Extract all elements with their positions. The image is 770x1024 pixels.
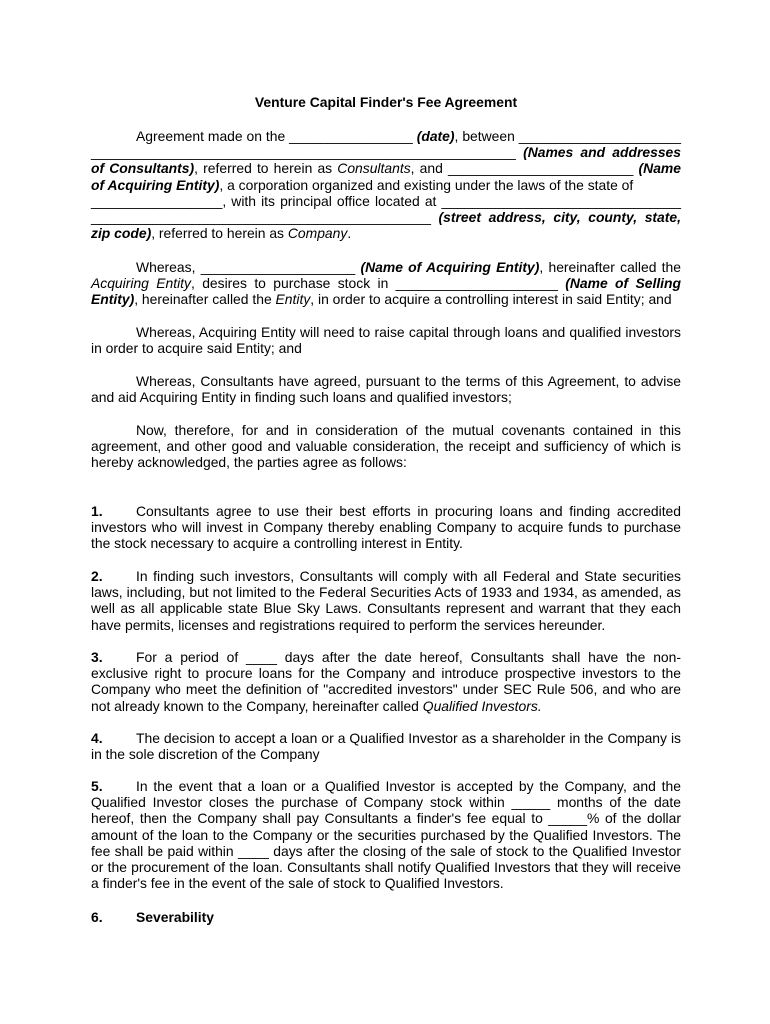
- text-line: 3. For a period of ____ days after the date hereof, Consultants shall have the non-: [91, 649, 681, 665]
- whereas-paragraph-1: [91, 259, 681, 308]
- now-therefore-paragraph: [91, 422, 681, 471]
- section-5: [91, 778, 681, 891]
- text-line: of Consultants), referred to herein as Consultants, and ________________________ (Name: [91, 160, 681, 177]
- section-4: [91, 730, 681, 762]
- text-line: hereby acknowledged, the parties agree as follows:: [91, 454, 407, 471]
- document-title: Venture Capital Finder's Fee Agreement: [254, 94, 518, 110]
- text-line: 2. In finding such investors, Consultants will comply with all Federal and State securities: [91, 568, 681, 584]
- section-number: 1.: [91, 503, 103, 519]
- text-line: a finder's fee in the event of the sale of stock to Qualified Investors.: [91, 875, 504, 892]
- whereas-paragraph-2: [91, 324, 681, 356]
- section-1: [91, 503, 681, 552]
- text-line: Qualified Investor closes the purchase of Company stock within _____ months of the date: [91, 794, 681, 811]
- section-3: [91, 649, 681, 714]
- text-line: in the sole discretion of the Company: [91, 746, 320, 763]
- section-number: 5.: [91, 778, 103, 794]
- text-line: Acquiring Entity, desires to purchase stock in _____________________ (Name of Selling: [91, 275, 682, 292]
- whereas-paragraph-3: [91, 373, 681, 405]
- intro-paragraph: [91, 128, 681, 241]
- text-line: agreement, and other good and valuable consideration, the receipt and sufficiency of which is: [91, 438, 681, 455]
- text-line: exclusive right to procure loans for the Company and introduce prospective investors to the: [91, 665, 681, 682]
- text-line: ____________________________________________ (street address, city, county, state,: [91, 208, 681, 225]
- section-number: 4.: [91, 730, 103, 746]
- section-number: 6.: [91, 909, 103, 925]
- section-heading: Severability: [136, 909, 214, 925]
- text-line: Now, therefore, for and in consideration of the mutual covenants contained in this: [136, 422, 681, 438]
- text-line: and aid Acquiring Entity in finding such loans and qualified investors;: [91, 389, 512, 406]
- text-line: _________________, with its principal office located at _______________________________: [91, 192, 681, 209]
- text-line: Whereas, ____________________ (Name of Acquiring Entity), hereinafter called the: [136, 259, 681, 275]
- text-line: the stock necessary to acquire a controlling interest in Entity.: [91, 535, 463, 552]
- text-line: 1. Consultants agree to use their best efforts in procuring loans and finding accredited: [91, 503, 681, 519]
- text-line: in order to acquire said Entity; and: [91, 340, 302, 357]
- text-line: zip code), referred to herein as Company.: [91, 225, 352, 242]
- section-number: 2.: [91, 568, 103, 584]
- text-line: laws, including, but not limited to the Federal Securities Acts of 1933 and 1934, as amended, as: [91, 584, 681, 601]
- text-line: Company who meet the definition of "accredited investors" under SEC Rule 506, and who are: [91, 681, 681, 698]
- text-line: not already known to the Company, hereinafter called Qualified Investors.: [91, 697, 542, 714]
- text-line: amount of the loan to the Company or the securities purchased by the Qualified Investors. The: [91, 826, 681, 843]
- section-2: [91, 568, 681, 633]
- text-line: well as all applicable state Blue Sky Laws. Consultants represent and warrant that they each: [91, 600, 681, 617]
- text-line: Agreement made on the ________________ (date), between _____________________: [136, 128, 681, 144]
- section-number: 3.: [91, 649, 103, 665]
- text-line: Entity), hereinafter called the Entity, in order to acquire a controlling interest in said Entity; and: [91, 291, 672, 308]
- text-line: Whereas, Consultants have agreed, pursuant to the terms of this Agreement, to advise: [136, 373, 681, 389]
- text-line: investors who will invest in Company thereby enabling Company to acquire funds to purchase: [91, 519, 681, 536]
- text-line: Whereas, Acquiring Entity will need to raise capital through loans and qualified investors: [136, 324, 681, 340]
- text-line: _______________________________________________________ (Names and addresses: [91, 144, 681, 161]
- text-line: 4. The decision to accept a loan or a Qualified Investor as a shareholder in the Company is: [91, 730, 681, 746]
- text-line: hereof, then the Company shall pay Consultants a finder's fee equal to _____% of the dollar: [91, 810, 681, 827]
- text-line: 5. In the event that a loan or a Qualified Investor is accepted by the Company, and the: [91, 778, 681, 794]
- text-line: have permits, licenses and registrations required to perform the services hereunder.: [91, 616, 606, 633]
- text-line: fee shall be paid within ____ days after the closing of the sale of stock to the Qualified Investor: [91, 842, 681, 859]
- text-line: or the procurement of the loan. Consultants shall notify Qualified Investors that they will receive: [91, 858, 681, 875]
- text-line: of Acquiring Entity), a corporation organized and existing under the laws of the state of: [91, 176, 634, 193]
- section-6-heading: [91, 909, 214, 925]
